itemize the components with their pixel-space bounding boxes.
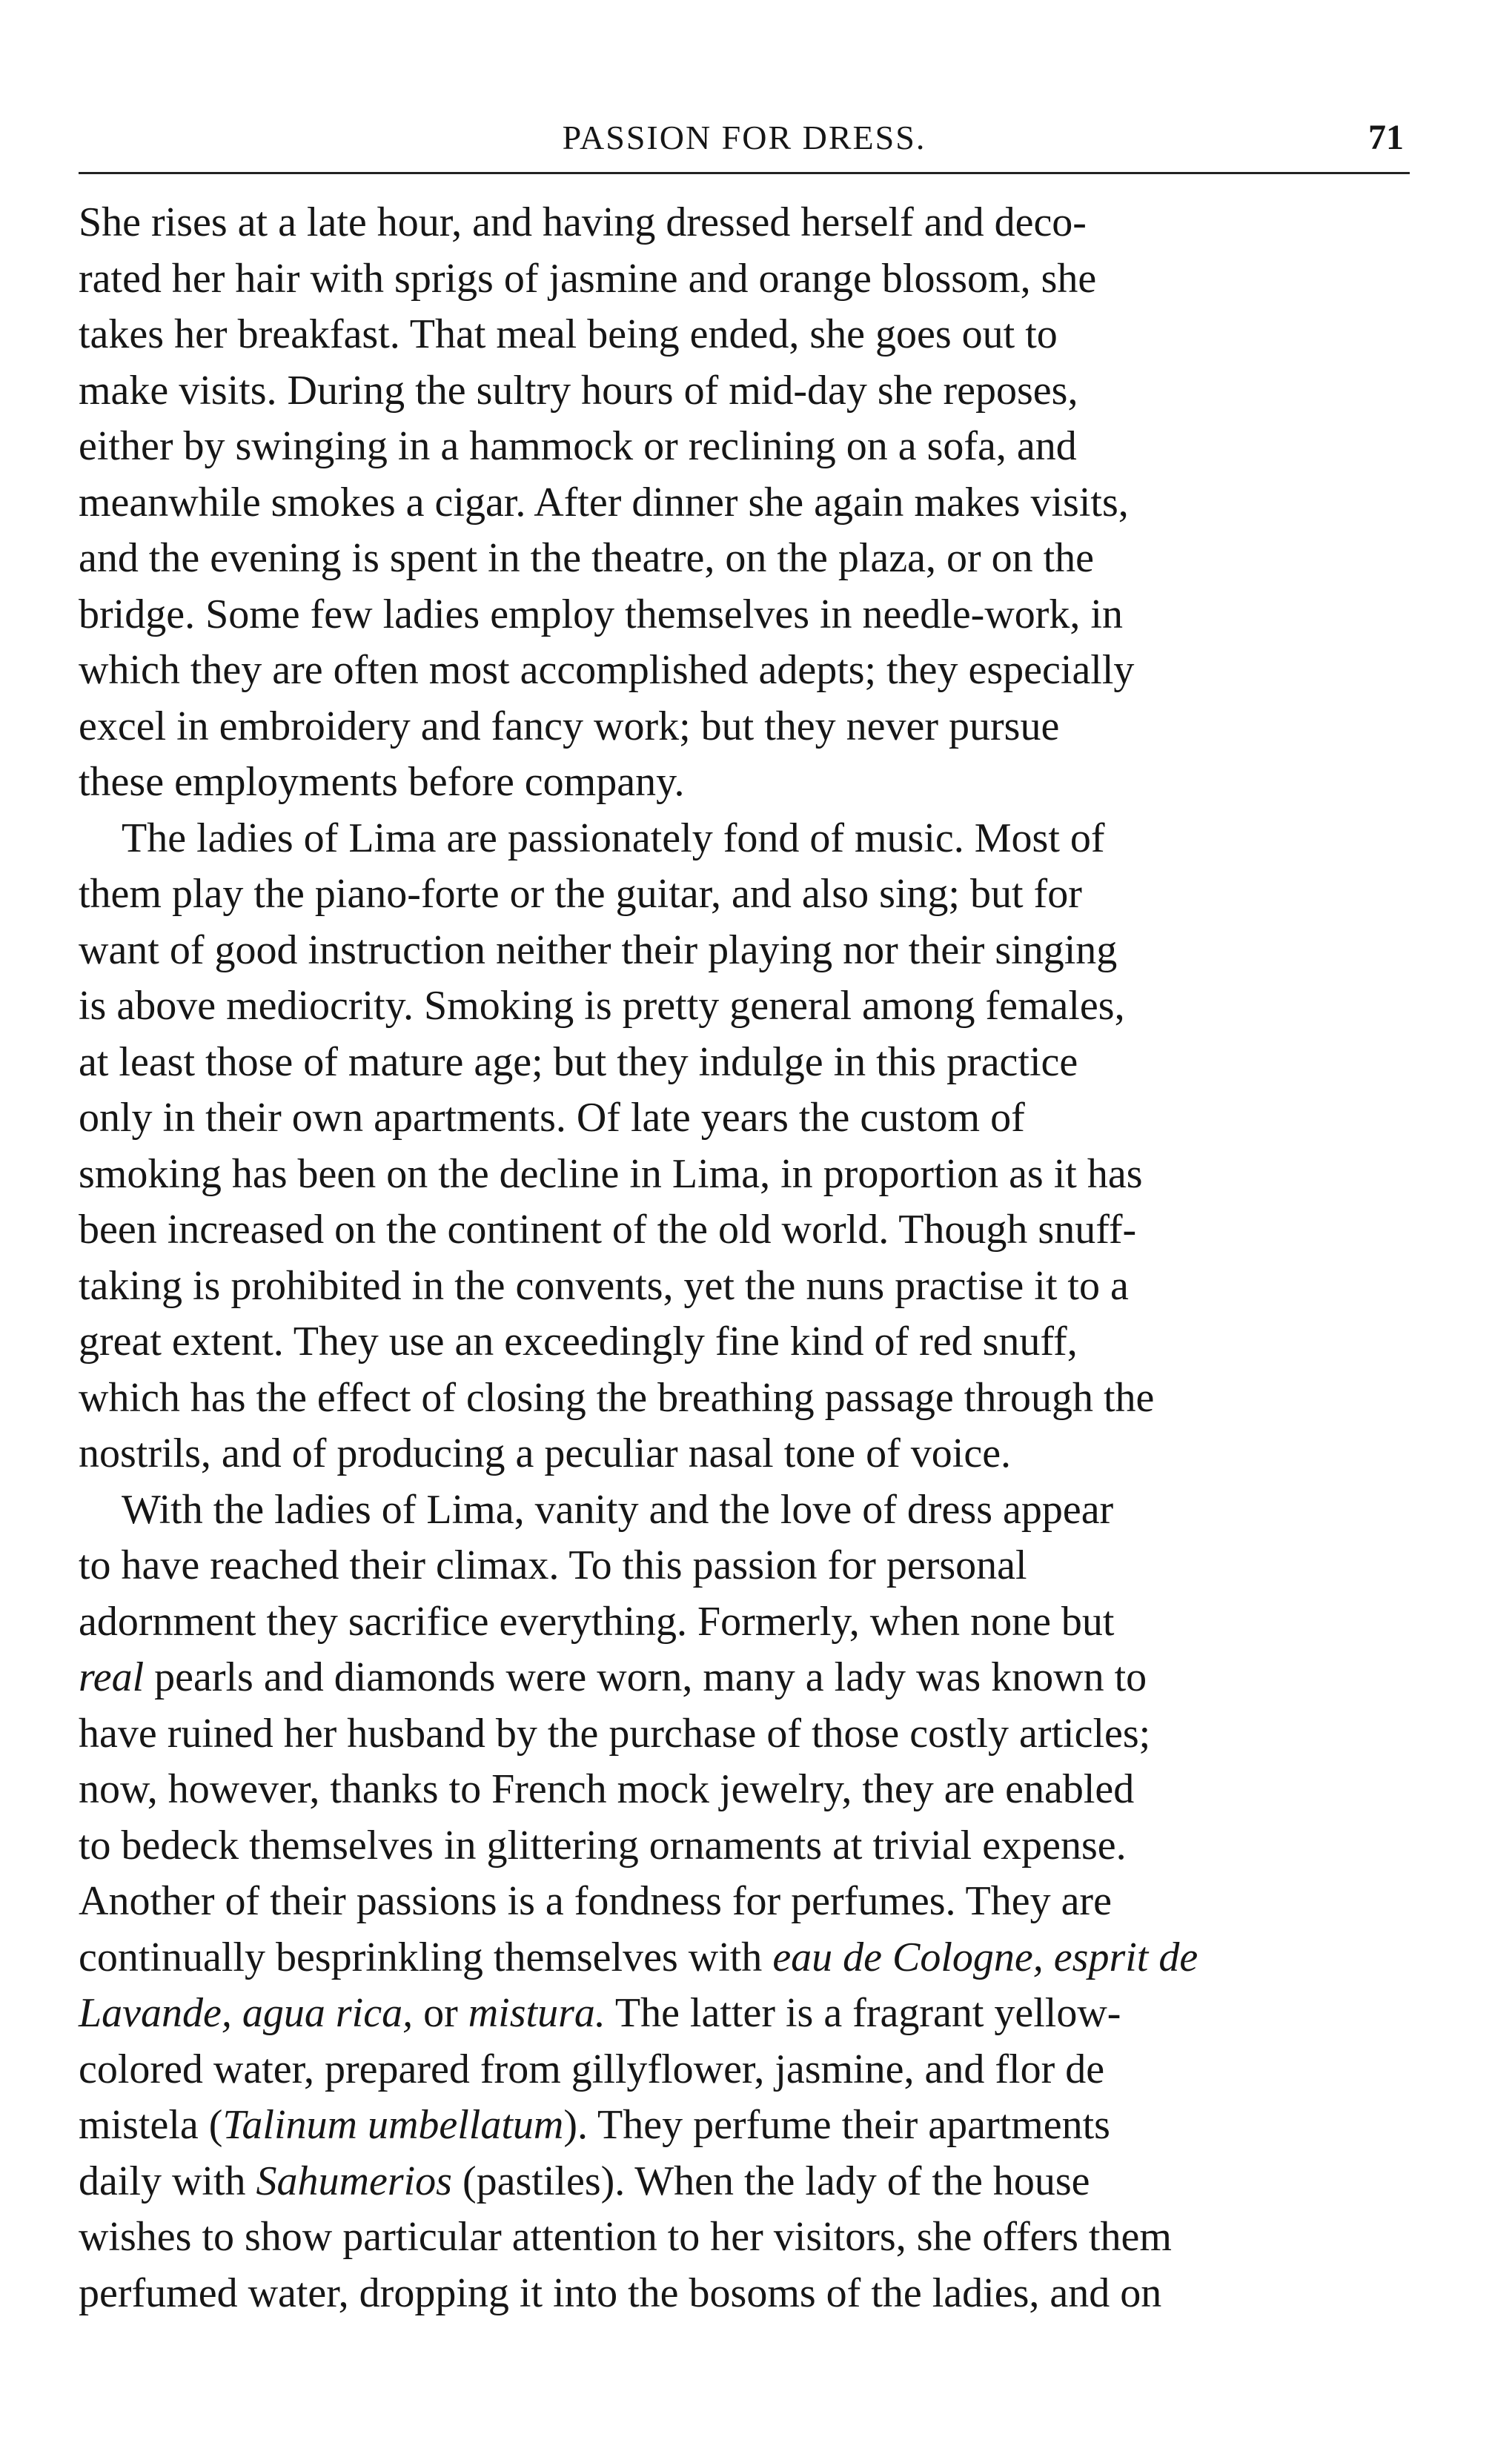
- italic-mistura: mistura.: [468, 1990, 606, 2036]
- paragraph-3-text-c: or: [413, 1990, 468, 2036]
- paragraph-3: [79, 1482, 1410, 2322]
- paragraph-2: The ladies of Lima are passionately fond of music. Most of them play the piano-forte or the guitar, and also sing; but for want of good instruction neither their playing nor their singing is above mediocrity. Smoking is pretty general among females, at least those of mature age; but they indulge in this practice only in their own apartments. Of late years the custom of smoking has been on the decline in Lima, in proportion as it has been increased on the continent of the old world. Though snuff- taking is prohibited in the convents, yet the nuns practise it to a great extent. They use an exceedingly fine kind of red snuff, which has the effect of closing the breathing passage through the nostrils, and of producing a peculiar nasal tone of voice.: [79, 815, 1155, 1476]
- running-head: [79, 96, 1410, 168]
- header-rule: [79, 172, 1410, 174]
- book-page: [79, 96, 1410, 2379]
- paragraph-3-text-d: The latter is a fragrant yellow- colored water, prepared from gillyflower, jasmine, and flor de mistela (: [79, 1990, 1121, 2148]
- body-text: [79, 195, 1410, 2321]
- page-number: 71: [1368, 118, 1404, 157]
- italic-talinum: Talinum umbellatum: [222, 2102, 564, 2148]
- page-title: PASSION FOR DRESS.: [562, 119, 926, 156]
- paragraph-3-text-a: With the ladies of Lima, vanity and the love of dress appear to have reached their climax. To this passion for personal adornment they sacrifice everything. Formerly, when none but: [79, 1486, 1115, 1645]
- italic-sahumerios: Sahumerios: [256, 2158, 452, 2204]
- paragraph-3-text-f: (pastiles). When the lady of the house wishes to show particular attention to her visitors, she offers them perfumed water, dropping it into the bosoms of the ladies, and on: [79, 2158, 1172, 2316]
- paragraph-3-text-b: pearls and diamonds were worn, many a lady was known to have ruined her husband by the purchase of those costly articles; now, however, thanks to French mock jewelry, they are enabled to bedeck themselves in glittering ornaments at trivial expense. Another of their passions is a fondness for perfumes. They are continually besprinkling themselves with: [79, 1654, 1151, 1980]
- italic-real: real: [79, 1654, 145, 1700]
- paragraph-3-text-e: ). They perfume their apartments daily with: [79, 2102, 1110, 2204]
- italic-perfume-names: eau de Cologne, esprit de Lavande, agua rica,: [79, 1934, 1198, 2036]
- paragraph-1: She rises at a late hour, and having dressed herself and deco- rated her hair with sprigs of jasmine and orange blossom, she takes her breakfast. That meal being ended, she goes out to make visits. During the sultry hours of mid-day she reposes, either by swinging in a hammock or reclining on a sofa, and meanwhile smokes a cigar. After dinner she again makes visits, and the evening is spent in the theatre, on the plaza, or on the bridge. Some few ladies employ themselves in needle-work, in which they are often most accomplished adepts; they especially excel in embroidery and fancy work; but they never pursue these employments before company.: [79, 199, 1135, 805]
